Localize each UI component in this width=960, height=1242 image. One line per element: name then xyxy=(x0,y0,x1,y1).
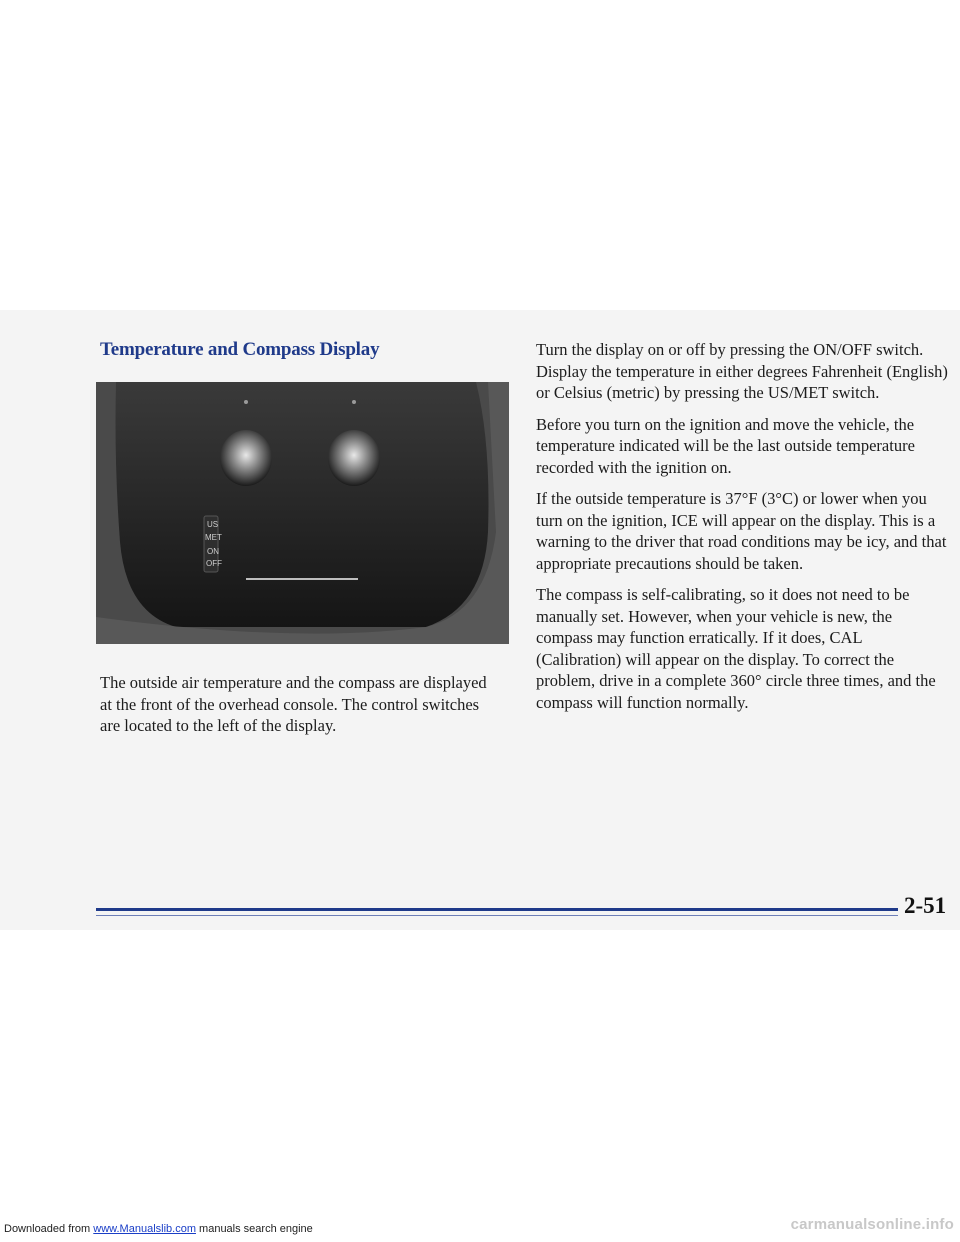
download-note xyxy=(4,1223,313,1235)
paragraph-on-off: Turn the display on or off by pressing the ON/OFF switch. Display the temperature in either degrees Fahrenheit (English) or Celsius (metric) by pressing the US/MET switch. xyxy=(536,340,948,402)
switch-label-off: OFF xyxy=(206,559,222,568)
overhead-console-photo xyxy=(96,382,509,644)
map-lamp-right xyxy=(328,430,380,486)
paragraph-ice-warning: If the outside temperature is 37°F (3°C) or lower when you turn on the ignition, ICE will appear on the display. This is a warning to the driver that road conditions may be icy, and that appropriate precautions should be taken. xyxy=(536,489,947,573)
right-column xyxy=(536,339,948,723)
paragraph-ignition: Before you turn on the ignition and move the vehicle, the temperature indicated will be the last outside temperature recorded with the ignition on. xyxy=(536,414,915,477)
manualslib-link[interactable]: www.Manualslib.com xyxy=(93,1223,196,1235)
footer-rule-thin xyxy=(96,915,898,916)
overhead-console-illustration xyxy=(96,382,509,644)
map-lamp-left xyxy=(220,430,272,486)
paragraph-compass-calibration: The compass is self-calibrating, so it does not need to be manually set. However, when your vehicle is new, the compass may function erratically. If it does, CAL (Calibration) will appear on the display. To correct the problem, drive in a complete 360° circle three times, and the compass will function normally. xyxy=(536,585,936,712)
left-paragraph: The outside air temperature and the compass are displayed at the front of the overhead console. The control switches are located to the left of the display. xyxy=(100,673,487,735)
page-number: 2-51 xyxy=(904,893,947,918)
switch-label-met: MET xyxy=(205,533,222,542)
section-heading: Temperature and Compass Display xyxy=(100,339,380,360)
switch-label-us: US xyxy=(207,520,219,529)
download-note-prefix: Downloaded from xyxy=(4,1223,94,1235)
download-note-suffix: manuals search engine xyxy=(195,1223,313,1235)
switch-label-on: ON xyxy=(207,547,219,556)
footer-rule xyxy=(96,908,898,911)
watermark: carmanualsonline.info xyxy=(790,1216,954,1233)
